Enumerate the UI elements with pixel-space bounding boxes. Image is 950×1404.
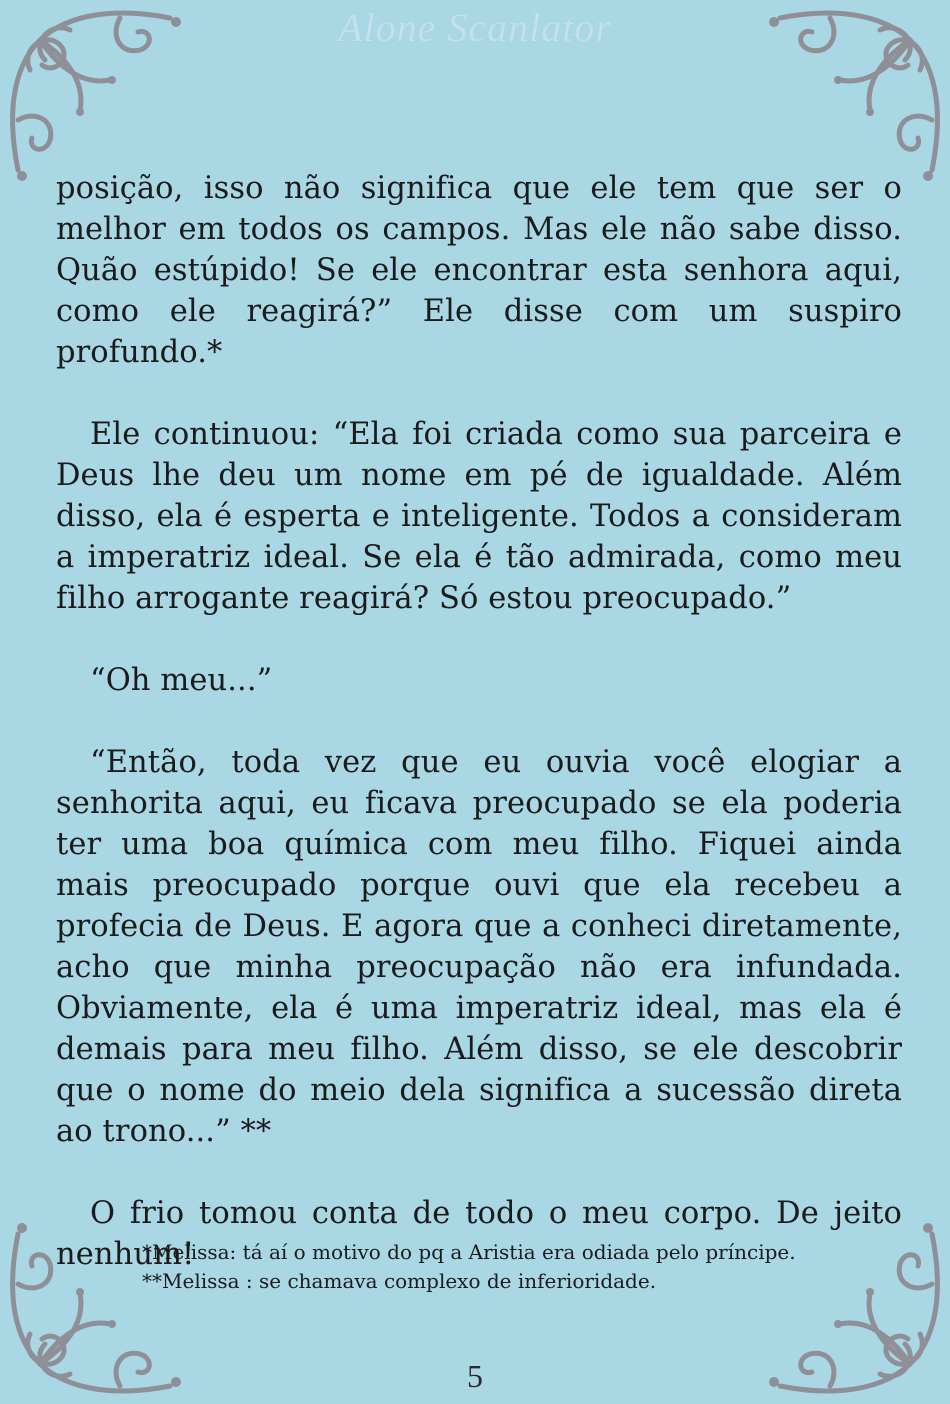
footnote: *Melissa: tá aí o motivo do pq a Aristia era odiada pelo príncipe. (142, 1240, 796, 1264)
page-number: 5 (467, 1358, 483, 1394)
footnote: **Melissa : se chamava complexo de inferioridade. (142, 1269, 657, 1293)
paragraph: O frio tomou conta de todo o meu corpo. De jeito nenhum! (56, 1196, 902, 1272)
paragraph: Ele continuou: “Ela foi criada como sua parceira e Deus lhe deu um nome em pé de igualdade. Além disso, ela é esperta e inteligente. Todos a consideram a imperatriz ideal. Se ela é tão admirada, como meu filho arrogante reagirá? Só estou preocupado.” (56, 417, 902, 616)
watermark: Alone Scanlator (338, 5, 612, 50)
body-text (56, 168, 902, 1275)
corner-ornament-top-right (760, 0, 950, 190)
swirl-ornament-icon (0, 0, 190, 190)
swirl-ornament-icon (760, 0, 950, 190)
paragraph: posição, isso não significa que ele tem que ser o melhor em todos os campos. Mas ele não sabe disso. Quão estúpido! Se ele encontrar esta senhora aqui, como ele reagirá?” Ele disse com um suspiro profundo.* (56, 171, 902, 370)
footnotes (142, 1238, 838, 1296)
paragraph: “Então, toda vez que eu ouvia você elogiar a senhorita aqui, eu ficava preocupado se ela poderia ter uma boa química com meu filho. Fiquei ainda mais preocupado porque ouvi que ela recebeu a profecia de Deus. E agora que a conheci diretamente, acho que minha preocupação não era infundada. Obviamente, ela é uma imperatriz ideal, mas ela é demais para meu filho. Além disso, se ele descobrir que o nome do meio dela significa a sucessão direta ao trono...” ** (56, 745, 902, 1149)
paragraph: “Oh meu...” (90, 663, 273, 698)
corner-ornament-top-left (0, 0, 190, 190)
